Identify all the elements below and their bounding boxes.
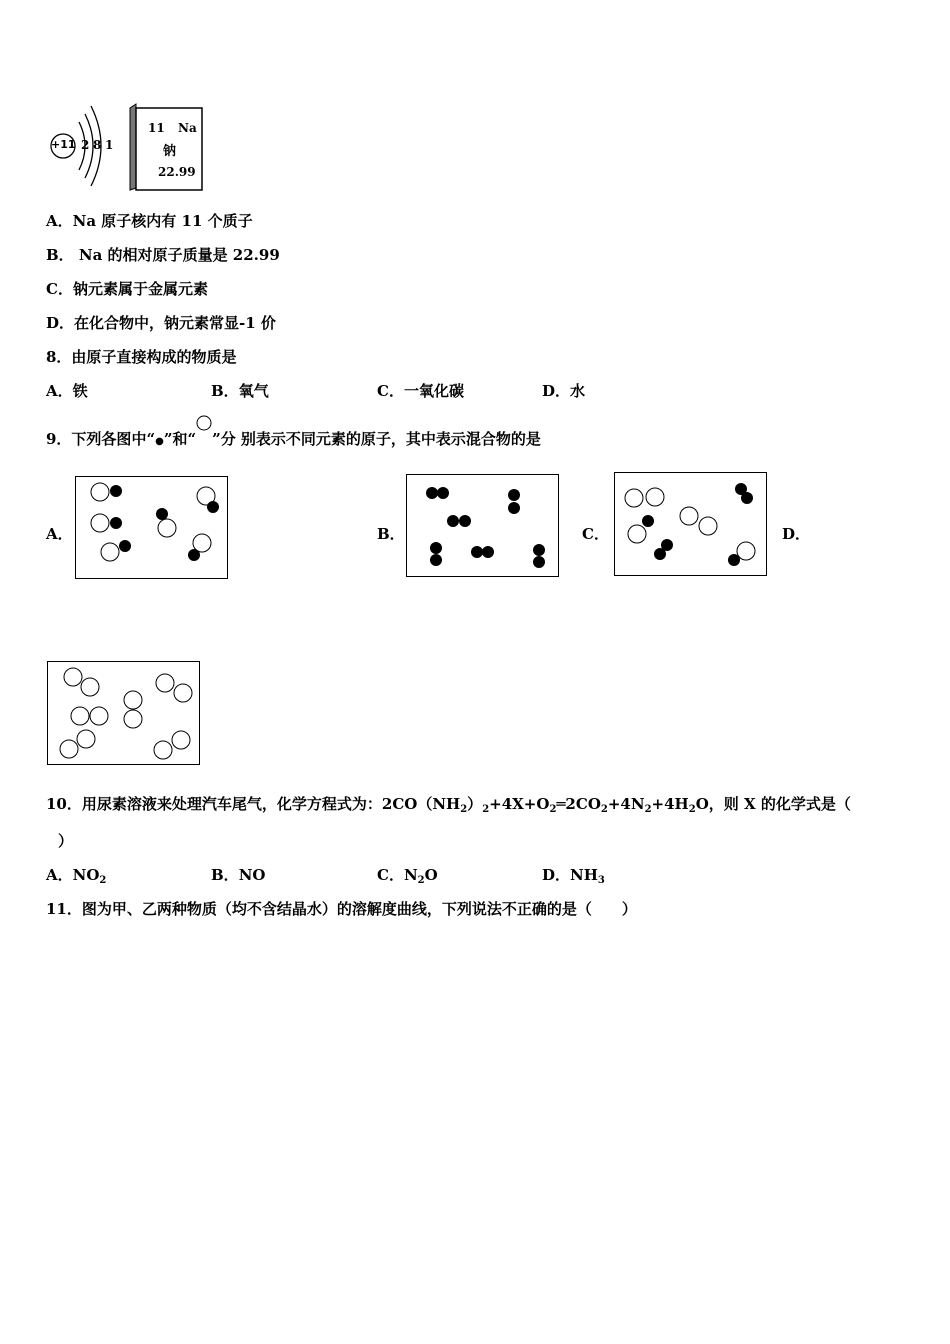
q8-option-b: B．氧气 <box>211 382 269 400</box>
q9-label-a: A． <box>46 525 73 543</box>
q8-option-d: D．水 <box>542 382 586 400</box>
q11-stem: 11．图为甲、乙两种物质（均不含结晶水）的溶解度曲线，下列说法不正确的是（ ） <box>46 900 637 918</box>
q8-stem: 8．由原子直接构成的物质是 <box>46 348 237 366</box>
q9-diagram-d-molecules <box>48 662 199 764</box>
q7-option-d: D．在化合物中，钠元素常显-1 价 <box>46 314 276 332</box>
q9-diagram-b <box>406 474 559 577</box>
atom-structure-diagram <box>45 100 125 190</box>
card-element-name: 钠 <box>163 144 177 159</box>
shell-2-count: 8 <box>93 138 102 152</box>
q9-diagram-d <box>47 661 200 765</box>
element-card <box>128 104 204 192</box>
q7-option-c: C．钠元素属于金属元素 <box>46 280 208 298</box>
q9-label-d: D． <box>782 525 811 543</box>
q10-stem: 10．用尿素溶液来处理汽车尾气，化学方程式为：$2CO(NH_2)_2+4X+O_2═2CO_2+4N_2+4H_2O$，则 X 的化学式是（ <box>46 795 851 815</box>
q9-label-c: C． <box>582 525 609 543</box>
q10-option-d: D．$NH_3$ <box>542 866 605 886</box>
shell-1-count: 2 <box>81 138 90 152</box>
q7-option-a: A．Na 原子核内有 11 个质子 <box>46 212 253 230</box>
nucleus-label: +11 <box>51 138 76 151</box>
q10-option-b: B．NO <box>211 866 266 884</box>
q8-option-c: C．一氧化碳 <box>377 382 464 400</box>
card-symbol: Na <box>178 121 197 135</box>
q10-stem-end: ） <box>58 832 74 850</box>
black-atom-symbol: ● <box>155 436 164 447</box>
card-atomic-number: 11 <box>148 121 165 135</box>
q9-diagram-c-molecules <box>615 473 766 575</box>
q9-stem: 9．下列各图中“●”和“ ”分 别表示不同元素的原子，其中表示混合物的是 <box>46 428 541 451</box>
q10-option-a: A．$NO_2$ <box>46 866 107 886</box>
q10-option-c: C．$N_2O$ <box>377 866 438 886</box>
q7-option-b: B． Na 的相对原子质量是 22.99 <box>46 246 280 264</box>
q9-diagram-a-molecules <box>76 477 227 578</box>
q9-diagram-c <box>614 472 767 576</box>
white-atom-symbol <box>196 428 212 444</box>
q9-diagram-a <box>75 476 228 579</box>
shell-3-count: 1 <box>105 138 114 152</box>
q8-option-a: A．铁 <box>46 382 88 400</box>
q9-label-b: B． <box>377 525 405 543</box>
card-atomic-mass: 22.99 <box>158 165 196 179</box>
q9-diagram-b-molecules <box>407 475 558 576</box>
